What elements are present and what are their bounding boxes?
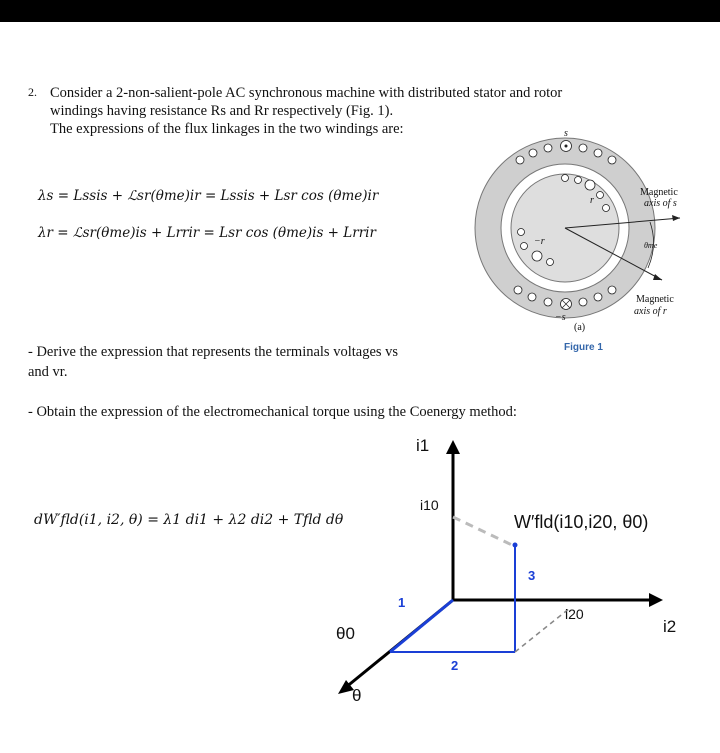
task-1-line-2: and vr.: [28, 364, 68, 380]
i1-axis-arrow: [446, 440, 460, 454]
theta0-label: θ0: [336, 624, 355, 643]
theta-axis-label: θ: [352, 686, 362, 705]
equation-lambda-s: λs = Lssis + ℒsr(θme)ir = Lssis + Lsr cos (θme)ir: [38, 188, 379, 204]
problem-line-1: Consider a 2-non-salient-pole AC synchronous machine with distributed stator and rotor: [50, 85, 563, 101]
label-r: r: [590, 195, 594, 206]
mag-axis-r-label-2: axis of r: [634, 306, 667, 317]
i10-projection-dashed: [453, 517, 512, 545]
problem-line-2: windings having resistance Rs and Rr respectively (Fig. 1).: [50, 103, 394, 119]
i10-label: i10: [420, 497, 439, 513]
i1-axis-label: i1: [416, 436, 430, 455]
mag-axis-s-label-1: Magnetic: [640, 187, 678, 198]
coenergy-point-label: W′fld(i10,i20, θ0): [514, 512, 649, 532]
path-label-2: 2: [451, 658, 459, 673]
figure-caption: Figure 1: [564, 342, 603, 353]
i2-axis-label: i2: [663, 617, 677, 636]
path-label-1: 1: [398, 595, 406, 610]
i20-projection-dashed: [515, 608, 570, 652]
task-2: - Obtain the expression of the electromechanical torque using the Coenergy method:: [28, 404, 517, 420]
mag-axis-r-label-1: Magnetic: [636, 294, 674, 305]
i2-axis-arrow: [649, 593, 663, 607]
operating-point: [513, 543, 518, 548]
figure-sublabel: (a): [574, 322, 586, 333]
i20-label: i20: [565, 606, 584, 622]
theta-me-label: θme: [644, 241, 658, 250]
equation-lambda-r: λr = ℒsr(θme)is + Lrrir = Lsr cos (θme)is + Lrrir: [38, 225, 376, 241]
path-label-3: 3: [528, 568, 536, 583]
mag-axis-s-label-2: axis of s: [644, 198, 677, 209]
equation-coenergy: dW′fld(i1, i2, θ) = λ1 di1 + λ2 di2 + Tfld dθ: [34, 512, 344, 528]
label-s-bottom: −s: [555, 312, 566, 323]
problem-number: 2.: [28, 85, 37, 99]
label-s-top: s: [564, 128, 568, 139]
task-1-line-1: - Derive the expression that represents the terminals voltages vs: [28, 344, 399, 360]
problem-line-3: The expressions of the flux linkages in the two windings are:: [50, 121, 404, 137]
label-r-neg: −r: [534, 236, 545, 247]
